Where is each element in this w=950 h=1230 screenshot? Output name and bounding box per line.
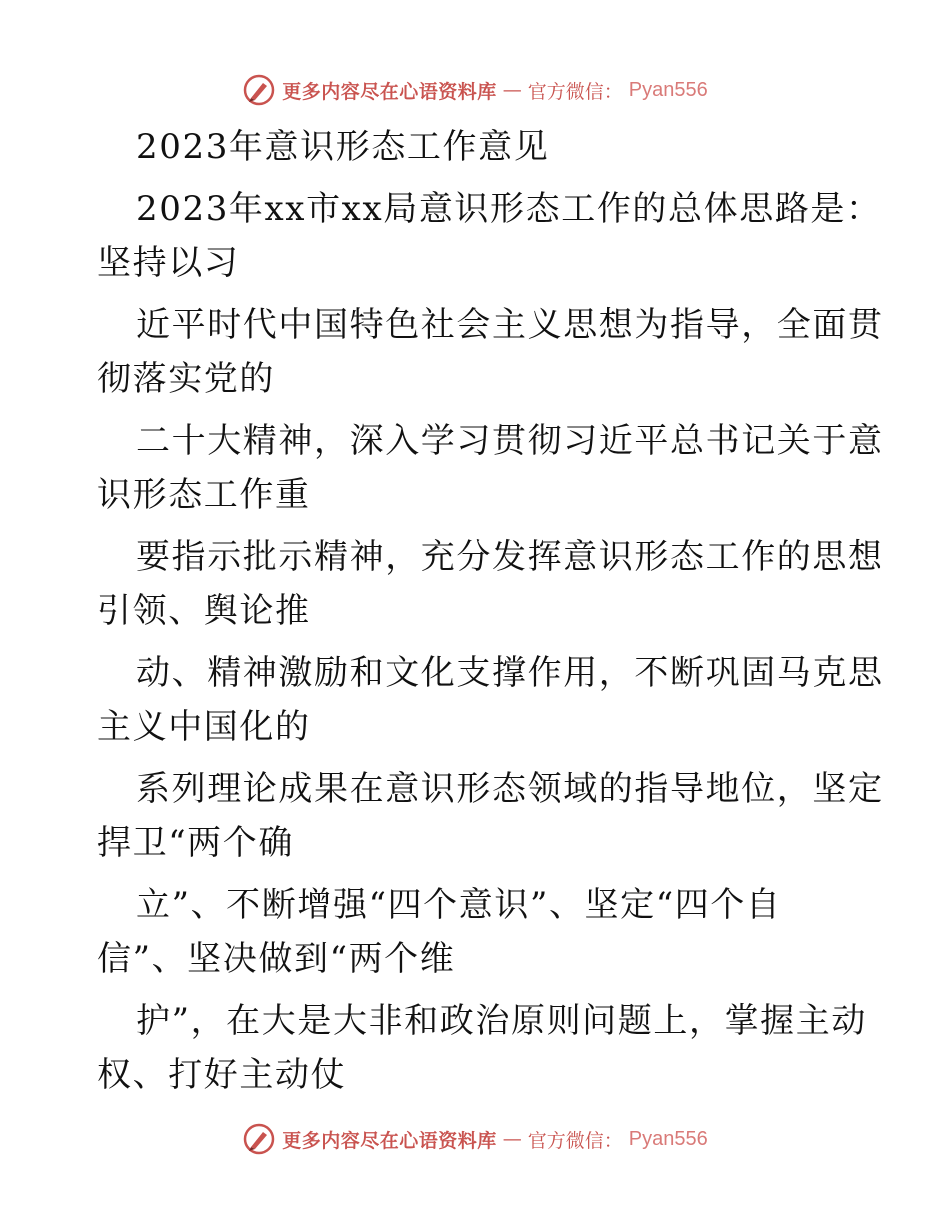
paragraph-line: 近平时代中国特色社会主义思想为指导，全面贯 [136,305,884,345]
paragraph-line: 主义中国化的 [97,707,311,747]
paragraph-line: 护”，在大是大非和政治原则问题上，掌握主动 [136,1001,867,1041]
pen-logo-icon [242,1122,276,1156]
paragraph-line: 彻落实党的 [97,359,275,399]
paragraph-line: 系列理论成果在意识形态领域的指导地位，坚定 [136,769,884,809]
paragraph-line: 坚持以习 [97,243,240,283]
watermark-footer [0,1121,950,1157]
paragraph-line: 捍卫“两个确 [97,823,294,863]
watermark-separator: — [502,79,522,101]
paragraph-line: 信”、坚决做到“两个维 [97,939,456,979]
pen-logo-icon [242,73,276,107]
paragraph-line: 动、精神激励和文化支撑作用，不断巩固马克思 [136,653,884,693]
watermark-brand: 更多内容尽在心语资料库 [282,80,497,103]
paragraph-line: 引领、舆论推 [97,591,311,631]
paragraph-line: 识形态工作重 [97,475,311,515]
watermark-contact-label: 官方微信： [527,1129,623,1152]
paragraph-line: 要指示批示精神，充分发挥意识形态工作的思想 [136,537,884,577]
watermark-contact-label: 官方微信： [527,80,623,103]
watermark-handle: Pyan556 [628,78,708,101]
watermark-header [0,72,950,108]
watermark-separator: — [502,1128,522,1150]
watermark-handle: Pyan556 [628,1127,708,1150]
paragraph-line: 2023年xx市xx局意识形态工作的总体思路是： [136,189,882,229]
paragraph-line: 二十大精神，深入学习贯彻习近平总书记关于意 [136,421,884,461]
paragraph-line: 权、打好主动仗 [97,1055,347,1095]
document-title: 2023年意识形态工作意见 [136,127,550,167]
paragraph-line: 立”、不断增强“四个意识”、坚定“四个自 [136,885,782,925]
watermark-brand: 更多内容尽在心语资料库 [282,1129,497,1152]
